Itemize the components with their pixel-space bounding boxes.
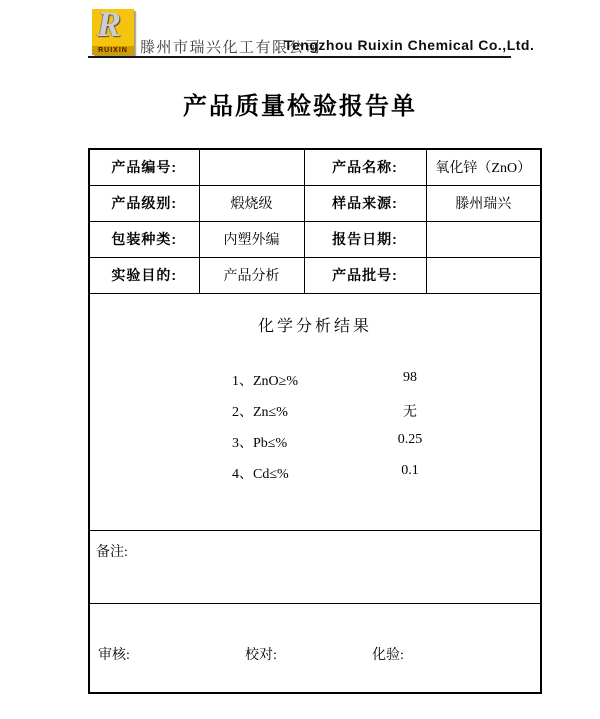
company-name-chinese: 滕州市瑞兴化工有限公司 <box>140 40 322 56</box>
proofread-label: 校对: <box>245 647 277 663</box>
product-name-label: 产品名称: <box>304 149 426 185</box>
sample-source-label: 样品来源: <box>304 185 426 221</box>
packaging-type-value: 内塑外编 <box>199 221 304 257</box>
table-row-product-code-name <box>89 149 541 185</box>
analysis-item-value: 98 <box>403 369 417 385</box>
batch-number-value <box>426 257 541 293</box>
analysis-item-value: 无 <box>403 404 417 420</box>
remarks-section <box>89 530 541 603</box>
experiment-purpose-label: 实验目的: <box>89 257 199 293</box>
company-logo <box>92 4 134 55</box>
table-row-purpose-batch <box>89 257 541 293</box>
product-code-label: 产品编号: <box>89 149 199 185</box>
table-row-grade-source <box>89 185 541 221</box>
analysis-item-zno <box>90 364 540 395</box>
review-label: 审核: <box>98 647 130 663</box>
company-name-english: Tengzhou Ruixin Chemical Co.,Ltd. <box>284 37 535 53</box>
analysis-item-value: 0.25 <box>397 431 423 447</box>
product-name-value: 氧化锌（ZnO） <box>426 149 541 185</box>
batch-number-label: 产品批号: <box>304 257 426 293</box>
experiment-purpose-value: 产品分析 <box>199 257 304 293</box>
analysis-section <box>89 293 541 530</box>
analysis-item-label: 2、Zn≤% <box>232 404 288 420</box>
product-grade-label: 产品级别: <box>89 185 199 221</box>
signature-section <box>89 603 541 693</box>
assay-label: 化验: <box>372 647 404 663</box>
analysis-item-label: 4、Cd≤% <box>232 466 289 482</box>
analysis-item-label: 1、ZnO≥% <box>232 373 299 389</box>
table-row-analysis <box>89 293 541 530</box>
table-row-signatures <box>89 603 541 693</box>
report-date-label: 报告日期: <box>304 221 426 257</box>
analysis-item-cd <box>90 457 540 488</box>
table-row-packaging-date <box>89 221 541 257</box>
packaging-type-label: 包装种类: <box>89 221 199 257</box>
logo-r-letter: R <box>97 4 122 44</box>
analysis-item-pb <box>90 426 540 457</box>
table-row-remarks <box>89 530 541 603</box>
analysis-item-value: 0.1 <box>401 462 419 478</box>
report-table <box>88 148 542 694</box>
report-date-value <box>426 221 541 257</box>
analysis-item-zn <box>90 395 540 426</box>
analysis-section-title: 化学分析结果 <box>257 317 372 335</box>
remarks-label: 备注: <box>96 544 128 560</box>
logo-brand-text: RUIXIN <box>92 46 134 55</box>
analysis-result-list <box>90 364 540 488</box>
header-divider <box>88 56 511 58</box>
analysis-item-label: 3、Pb≤% <box>232 435 288 451</box>
product-code-value <box>199 149 304 185</box>
report-title: 产品质量检验报告单 <box>183 93 417 120</box>
sample-source-value: 滕州瑞兴 <box>426 185 541 221</box>
product-grade-value: 煅烧级 <box>199 185 304 221</box>
